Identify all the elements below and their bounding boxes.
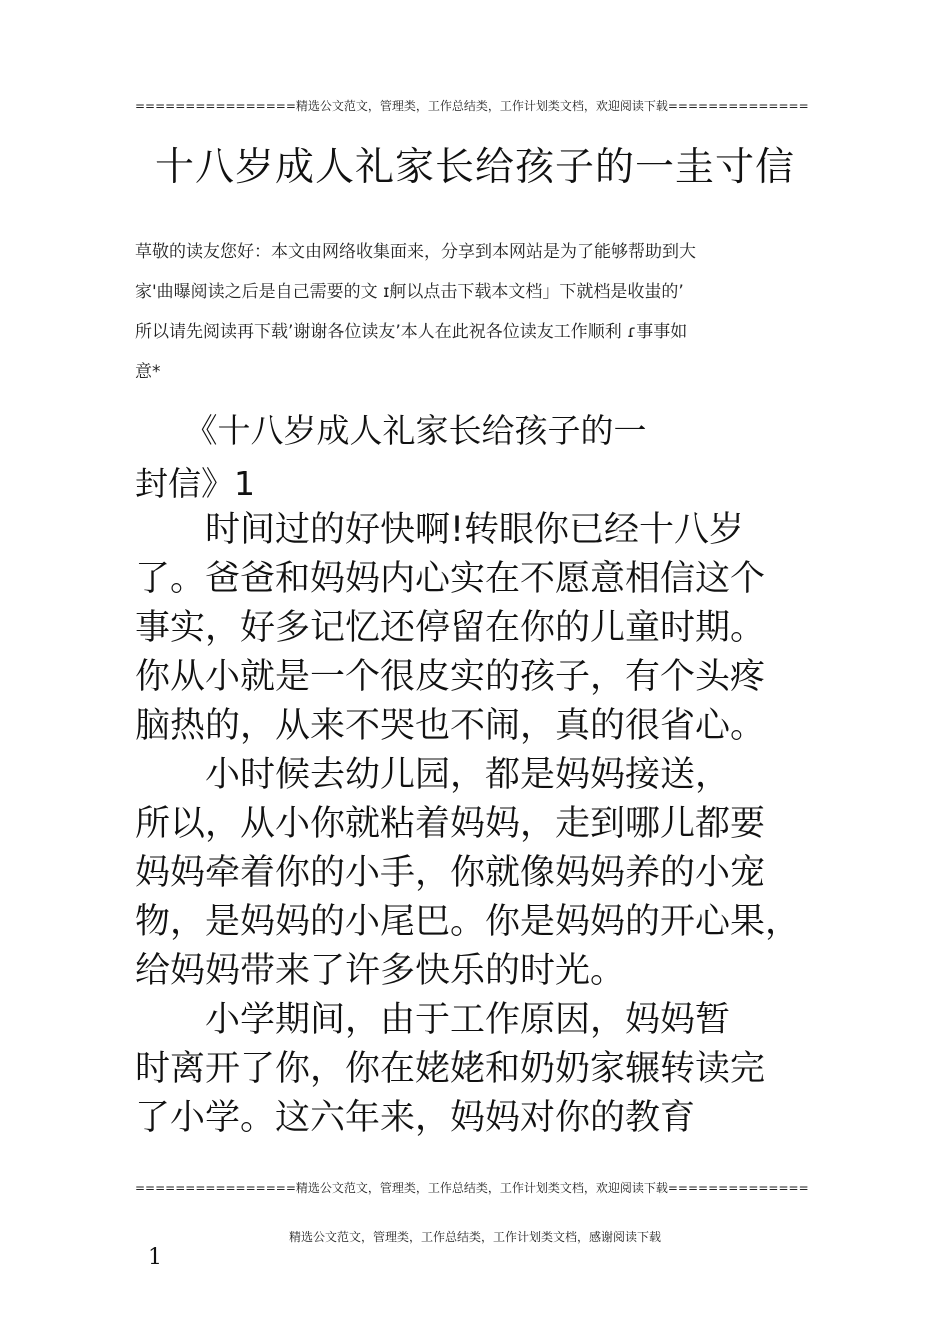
notice-line: 所以请先阅读再下载’谢谢各位读友’本人在此祝各位读友工作顺利 ɾ事事如 [135, 322, 688, 342]
body-line: 给妈妈带来了许多快乐的时光。 [135, 951, 626, 991]
section-heading-line: 《十八岁成人礼家长给孩子的一 [135, 411, 647, 450]
letter-body [135, 506, 855, 1143]
body-line: 事实，好多记忆还停留在你的儿童时期。 [135, 608, 766, 648]
page-number: 1 [148, 1245, 162, 1270]
document-title: 十八岁成人礼家长给孩子的一圭寸信 [154, 145, 795, 190]
section-heading [135, 404, 835, 510]
body-line: 脑热的，从来不哭也不闹，真的很省心。 [135, 706, 766, 746]
reader-notice [135, 232, 825, 392]
body-line: 时离开了你，你在姥姥和奶奶家辗转读完 [135, 1049, 766, 1089]
footer-banner: ================精选公文范文，管理类，工作总结类，工作计划类文档，欢迎阅读下载============== [135, 1181, 809, 1195]
header-banner: ================精选公文范文，管理类，工作总结类，工作计划类文档，欢迎阅读下载============== [135, 99, 809, 113]
notice-line: 意* [135, 362, 161, 382]
body-line: 物，是妈妈的小尾巴。你是妈妈的开心果， [135, 902, 801, 942]
body-line: 时间过的好快啊!转眼你已经十八岁 [135, 510, 745, 550]
body-line: 了。爸爸和妈妈内心实在不愿意相信这个 [135, 559, 766, 599]
section-heading-line: 封信》1 [135, 464, 255, 503]
body-line: 妈妈牵着你的小手，你就像妈妈养的小宠 [135, 853, 766, 893]
body-line: 小学期间，由于工作原因，妈妈暂 [135, 1000, 731, 1040]
body-line: 小时候去幼儿园，都是妈妈接送， [135, 755, 731, 795]
body-line: 了小学。这六年来，妈妈对你的教育 [135, 1098, 696, 1138]
body-line: 你从小就是一个很皮实的孩子，有个头疼 [135, 657, 766, 697]
body-line: 所以，从小你就粘着妈妈，走到哪儿都要 [135, 804, 766, 844]
notice-line: 草敬的读友您好：本文由网络收集面来，分享到本网站是为了能够帮助到大 [135, 242, 696, 262]
footer-note: 精选公文范文，管理类，工作总结类，工作计划类文档，感谢阅读下载 [288, 1230, 661, 1244]
notice-line: 家'曲曝阅读之后是自己需要的文 ɪ舸以点击下载本文档」下就档是收蚩的’ [135, 282, 684, 302]
